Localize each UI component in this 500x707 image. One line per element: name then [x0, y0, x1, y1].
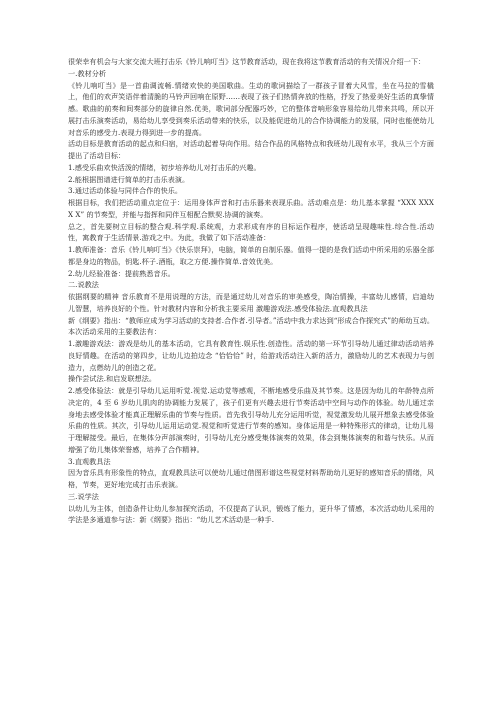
method-item-3-heading: 3.直观教具法 [68, 456, 111, 466]
section-heading-learning-method: 三.说学法 [68, 491, 99, 501]
prep-item-2: 2.幼儿经验准备：提前熟悉音乐。 [68, 268, 175, 278]
method-guideline-paragraph: 新《纲要》指出：“教师应成为学习活动的支持者.合作者.引导者。”活动中我力求达到“形成合作探究式”的师幼互动。本次活动采用的主要教法有： [68, 315, 434, 337]
goals-intro-paragraph: 活动目标是教育活动的起点和归宿，对活动起着导向作用。结合作品的风格特点和我班幼儿现有水平，我从三个方面提出了活动目标： [68, 139, 434, 160]
method-basis-paragraph: 依据纲要的精神 音乐教育不是用说理的方法，而是通过幼儿对音乐的审美感受，陶冶情操，丰富幼儿感情，启迪幼儿智慧，培养良好的个性。针对教材内容和分析我主要采用 激趣游戏法.感受体验法.直观教具法 [68, 292, 434, 313]
method-extra-line: 操作尝试法.和启发联想法。 [68, 374, 157, 384]
summary-paragraph: 总之，首先要树立目标的整合观.科学观.系统观，力求形成有序的目标运作程序，使活动呈现趣味性.综合性.活动性，寓教育于生活情景.游戏之中。为此，我做了如下活动准备： [68, 221, 434, 243]
focus-difficulty-paragraph: 根据目标，我们把活动重点定位于：运用身体声音和打击乐器来表现乐曲。活动难点是：幼儿基本掌握 “XXX XXX X X” 的节奏型，并能与指挥和同伴互相配合默契.协调的演奏。 [68, 198, 434, 219]
method-item-1: 1.激趣游戏法：游戏是幼儿的基本活动，它具有教育性.娱乐性.创造性。活动的第一环节引导幼儿通过律动活动培养良好情趣。在活动的第四步，让幼儿边拍边念 “恰恰恰” 时，给游戏活动注入新的活力，激励幼儿的艺术表现力与创造力，点燃幼儿的创造之花。 [68, 339, 434, 372]
prep-item-1: 1.教师准备：音乐《铃儿响叮当》《快乐崇拜》，电脑，简单的自制乐器。值得一提的是我们活动中所采用的乐器全部都是身边的物品，钥匙.杯子.酒瓶，取之方便.操作简单.音效优美。 [68, 245, 434, 266]
learning-method-paragraph: 以幼儿为主体，创造条件让幼儿参加探究活动，不仅提高了认识，锻炼了能力，更升华了情感，本次活动幼儿采用的学法是多通道参与法：新《纲要》指出：“幼儿艺术活动是一种手. [68, 503, 434, 525]
section-heading-teaching-material: 一.教材分析 [68, 68, 107, 78]
goal-item-3: 3.通过活动体验与同伴合作的快乐。 [68, 186, 183, 196]
goal-item-1: 1.感受乐曲欢快活泼的情绪，初步培养幼儿对打击乐的兴趣。 [68, 162, 261, 172]
section-heading-teaching-method: 二.说教法 [68, 280, 99, 290]
intro-paragraph: 很荣幸有机会与大家交流大班打击乐《铃儿响叮当》这节教育活动，现在我将这节教育活动的有关情况介绍一下： [68, 57, 426, 66]
method-item-3-paragraph: 因为音乐具有形象性的特点，直观教具法可以使幼儿通过借图形谱这些视觉材料帮助幼儿更好的感知音乐的情绪，风格，节奏，更好地完成打击乐表演。 [68, 468, 434, 489]
goal-item-2: 2.能根据图谱进行简单的打击乐表演。 [68, 174, 190, 184]
method-item-2: 2.感受体验法：就是引导幼儿运用听觉.视觉.运动觉等感观，不断地感受乐曲及其节奏。这是因为幼儿的年龄特点所决定的，4 至 6 岁幼儿肌肉的协调能力发展了，孩子们更有兴趣去进行节奏活动中空间与动作的体验。幼儿通过亲身地去感受体验才能真正理解乐曲的节奏与性质。首先我引导幼儿充分运用听觉，视觉激发幼儿展开想象去感受体验乐曲的性质。其次，引导幼儿运用运动觉.视觉和听觉进行节奏的感知。身体运用是一种特殊形式的律动，让幼儿易于理解接受。最后，在集体分声部演奏时，引导幼儿充分感受集体演奏的效果，体会到集体演奏的和谐与快乐。从而增强了幼儿集体荣誉感，培养了合作精神。 [68, 386, 434, 454]
material-analysis-paragraph: 《铃儿响叮当》是一首曲调流畅.情绪欢快的美国歌曲。生动的歌词描绘了一群孩子冒着大风雪，坐在马拉的雪橇上，他们的欢声笑语伴着清脆的马铃声回响在原野……表现了孩子们热情奔放的性格，抒发了热爱美好生活的真挚情感。歌曲的前奏和间奏部分的旋律自然.优美，歌词部分配器巧妙，它的整体音响形象容易给幼儿带来共鸣，所以开展打击乐演奏活动，易给幼儿享受到奏乐活动带来的快乐，以及能促进幼儿的合作协调能力的发展，同时也能使幼儿对音乐的感受力.表现力得到进一步的提高。 [68, 80, 434, 137]
document-body [68, 56, 434, 526]
